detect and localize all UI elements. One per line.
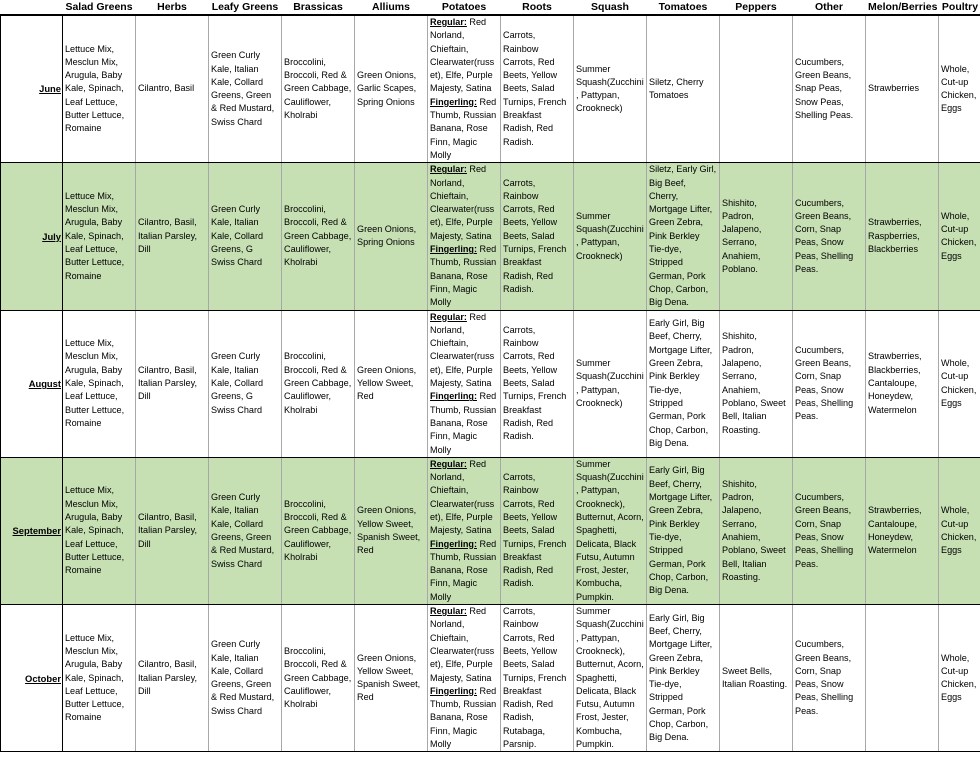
table-cell: Shishito, Padron, Jalapeno, Serrano, Anahiem, Poblano, Sweet Bell, Italian Roasting. — [720, 457, 793, 604]
table-cell: Green Onions, Garlic Scapes, Spring Onions — [355, 15, 428, 163]
table-row — [1, 605, 980, 752]
table-cell: Green Onions, Yellow Sweet, Red — [355, 310, 428, 457]
table-cell: Cucumbers, Green Beans, Corn, Snap Peas, Snow Peas, Shelling Peas. — [793, 605, 866, 752]
potato-fingerling-label: Fingerling: — [430, 538, 477, 549]
table-cell: Carrots, Rainbow Carrots, Red Beets, Yellow Beets, Salad Turnips, French Breakfast Radish, Red Radish. — [501, 163, 574, 310]
table-body — [1, 15, 980, 752]
month-label: June — [1, 15, 63, 163]
table-row — [1, 310, 980, 457]
potatoes-cell — [428, 310, 501, 457]
potato-fingerling-values: Red Thumb, Russian Banana, Rose Finn, Magic Molly — [430, 685, 497, 750]
table-cell: Early Girl, Big Beef, Cherry, Mortgage Lifter, Green Zebra, Pink Berkley Tie-dye, Stripped German, Pork Chop, Carbon, Big Dena. — [647, 605, 720, 752]
table-cell: Siletz, Cherry Tomatoes — [647, 15, 720, 163]
table-cell: Green Curly Kale, Italian Kale, Collard Greens, Green & Red Mustard, Swiss Chard — [209, 15, 282, 163]
table-cell: Summer Squash(Zucchini, Pattypan, Crookneck) — [574, 15, 647, 163]
table-cell — [866, 605, 939, 752]
table-cell: Green Onions, Yellow Sweet, Spanish Sweet, Red — [355, 457, 428, 604]
month-label: September — [1, 457, 63, 604]
potato-regular-label: Regular: — [430, 17, 467, 27]
potato-regular-label: Regular: — [430, 311, 467, 322]
header-month — [1, 0, 63, 15]
potato-fingerling-label: Fingerling: — [430, 391, 477, 402]
table-cell: Green Onions, Spring Onions — [355, 163, 428, 310]
potato-fingerling-label: Fingerling: — [430, 244, 477, 255]
potato-fingerling-label: Fingerling: — [430, 96, 477, 107]
table-cell: Lettuce Mix, Mesclun Mix, Arugula, Baby Kale, Spinach, Leaf Lettuce, Butter Lettuce, Romaine — [63, 310, 136, 457]
table-row — [1, 15, 980, 163]
potato-fingerling-label: Fingerling: — [430, 685, 477, 696]
table-cell: Summer Squash(Zucchini, Pattypan, Crookneck) — [574, 310, 647, 457]
header-row — [1, 0, 980, 15]
table-cell: Sweet Bells, Italian Roasting. — [720, 605, 793, 752]
table-cell: Strawberries, Blackberries, Cantaloupe, Honeydew, Watermelon — [866, 310, 939, 457]
table-cell: Cilantro, Basil, Italian Parsley, Dill — [136, 457, 209, 604]
table-cell: Strawberries, Raspberries, Blackberries — [866, 163, 939, 310]
table-cell: Broccolini, Broccoli, Red & Green Cabbage, Cauliflower, Kholrabi — [282, 310, 355, 457]
table-cell — [720, 15, 793, 163]
potato-fingerling-values: Red Thumb, Russian Banana, Rose Finn, Magic Molly — [430, 538, 497, 602]
column-header: Peppers — [720, 0, 793, 15]
column-header: Salad Greens — [63, 0, 136, 15]
table-cell: Strawberries — [866, 15, 939, 163]
table-cell: Whole, Cut-up Chicken, Eggs — [939, 457, 980, 604]
table-cell: Green Onions, Yellow Sweet, Spanish Sweet, Red — [355, 605, 428, 752]
table-cell: Broccolini, Broccoli, Red & Green Cabbage, Cauliflower, Kholrabi — [282, 457, 355, 604]
potato-regular-label: Regular: — [430, 606, 467, 617]
table-cell: Shishito, Padron, Jalapeno, Serrano, Anahiem, Poblano, Sweet Bell, Italian Roasting. — [720, 310, 793, 457]
column-header: Potatoes — [428, 0, 501, 15]
table-cell: Whole, Cut-up Chicken, Eggs — [939, 163, 980, 310]
table-cell: Carrots, Rainbow Carrots, Red Beets, Yellow Beets, Salad Turnips, French Breakfast Radish, Red Radish. — [501, 15, 574, 163]
column-header: Poultry — [939, 0, 980, 15]
potato-fingerling-values: Red Thumb, Russian Banana, Rose Finn, Magic Molly — [430, 96, 497, 160]
table-cell: Cilantro, Basil, Italian Parsley, Dill — [136, 310, 209, 457]
potato-regular-values: Red Norland, Chieftain, Clearwater(russet), Elfe, Purple Majesty, Satina — [430, 164, 495, 241]
table-cell: Cucumbers, Green Beans, Corn, Snap Peas, Snow Peas, Shelling Peas. — [793, 457, 866, 604]
table-cell: Cucumbers, Green Beans, Corn, Snap Peas, Snow Peas, Shelling Peas. — [793, 310, 866, 457]
potato-regular-label: Regular: — [430, 164, 467, 175]
potato-regular-values: Red Norland, Chieftain, Clearwater(russet), Elfe, Purple Majesty, Satina — [430, 458, 495, 536]
potato-regular-values: Red Norland, Chieftain, Clearwater(russet), Elfe, Purple Majesty, Satina — [430, 311, 495, 389]
column-header: Melon/Berries — [866, 0, 939, 15]
table-cell: Summer Squash(Zucchini, Pattypan, Crookneck) — [574, 163, 647, 310]
potatoes-cell — [428, 605, 501, 752]
potatoes-cell — [428, 457, 501, 604]
table-cell: Cilantro, Basil — [136, 15, 209, 163]
column-header: Roots — [501, 0, 574, 15]
table-cell: Green Curly Kale, Italian Kale, Collard Greens, G Swiss Chard — [209, 163, 282, 310]
table-cell: Cucumbers, Green Beans, Snap Peas, Snow Peas, Shelling Peas. — [793, 15, 866, 163]
column-header: Squash — [574, 0, 647, 15]
table-cell: Carrots, Rainbow Carrots, Red Beets, Yellow Beets, Salad Turnips, French Breakfast Radish, Red Radish, Rutabaga, Parsnip. — [501, 605, 574, 752]
table-cell: Broccolini, Broccoli, Red & Green Cabbage, Cauliflower, Kholrabi — [282, 163, 355, 310]
table-cell: Carrots, Rainbow Carrots, Red Beets, Yellow Beets, Salad Turnips, French Breakfast Radish, Red Radish. — [501, 310, 574, 457]
table-cell: Broccolini, Broccoli, Red & Green Cabbage, Cauliflower, Kholrabi — [282, 605, 355, 752]
table-cell: Lettuce Mix, Mesclun Mix, Arugula, Baby Kale, Spinach, Leaf Lettuce, Butter Lettuce, Romaine — [63, 457, 136, 604]
table-cell: Cilantro, Basil, Italian Parsley, Dill — [136, 163, 209, 310]
table-cell: Green Curly Kale, Italian Kale, Collard Greens, G Swiss Chard — [209, 310, 282, 457]
table-cell: Cucumbers, Green Beans, Corn, Snap Peas, Snow Peas, Shelling Peas. — [793, 163, 866, 310]
potato-fingerling-values: Red Thumb, Russian Banana, Rose Finn, Magic Molly — [430, 391, 497, 455]
potato-regular-values: Red Norland, Chieftain, Clearwater(russet), Elfe, Purple Majesty, Satina — [430, 17, 495, 94]
table-cell: Green Curly Kale, Italian Kale, Collard Greens, Green & Red Mustard, Swiss Chard — [209, 605, 282, 752]
table-cell: Lettuce Mix, Mesclun Mix, Arugula, Baby Kale, Spinach, Leaf Lettuce, Butter Lettuce, Romaine — [63, 15, 136, 163]
table-cell: Whole, Cut-up Chicken, Eggs — [939, 310, 980, 457]
table-cell: Siletz, Early Girl, Big Beef, Cherry, Mortgage Lifter, Green Zebra, Pink Berkley Tie-dye, Stripped German, Pork Chop, Carbon, Big Dena. — [647, 163, 720, 310]
table-cell: Early Girl, Big Beef, Cherry, Mortgage Lifter, Green Zebra, Pink Berkley Tie-dye, Stripped German, Pork Chop, Carbon, Big Dena. — [647, 457, 720, 604]
table-row — [1, 457, 980, 604]
column-header: Other — [793, 0, 866, 15]
potato-regular-label: Regular: — [430, 458, 467, 469]
month-label: October — [1, 605, 63, 752]
column-header: Tomatoes — [647, 0, 720, 15]
table-cell: Green Curly Kale, Italian Kale, Collard Greens, Green & Red Mustard, Swiss Chard — [209, 457, 282, 604]
table-cell: Whole, Cut-up Chicken, Eggs — [939, 605, 980, 752]
table-cell: Shishito, Padron, Jalapeno, Serrano, Anahiem, Poblano. — [720, 163, 793, 310]
column-header: Alliums — [355, 0, 428, 15]
table-cell: Broccolini, Broccoli, Red & Green Cabbage, Cauliflower, Kholrabi — [282, 15, 355, 163]
table-cell: Strawberries, Cantaloupe, Honeydew, Watermelon — [866, 457, 939, 604]
column-header: Herbs — [136, 0, 209, 15]
table-cell: Carrots, Rainbow Carrots, Red Beets, Yellow Beets, Salad Turnips, French Breakfast Radish, Red Radish. — [501, 457, 574, 604]
table-cell: Summer Squash(Zucchini, Pattypan, Crookneck), Butternut, Acorn, Spaghetti, Delicata, Black Futsu, Autumn Frost, Jester, Kombucha, Pumpkin. — [574, 605, 647, 752]
month-label: July — [1, 163, 63, 310]
table-cell: Lettuce Mix, Mesclun Mix, Arugula, Baby Kale, Spinach, Leaf Lettuce, Butter Lettuce, Romaine — [63, 163, 136, 310]
table-cell: Lettuce Mix, Mesclun Mix, Arugula, Baby Kale, Spinach, Leaf Lettuce, Butter Lettuce, Romaine — [63, 605, 136, 752]
potato-regular-values: Red Norland, Chieftain, Clearwater(russet), Elfe, Purple Majesty, Satina — [430, 606, 495, 683]
column-header: Leafy Greens — [209, 0, 282, 15]
table-cell: Whole, Cut-up Chicken, Eggs — [939, 15, 980, 163]
month-label: August — [1, 310, 63, 457]
potato-fingerling-values: Red Thumb, Russian Banana, Rose Finn, Magic Molly — [430, 244, 497, 308]
potatoes-cell — [428, 15, 501, 163]
column-header: Brassicas — [282, 0, 355, 15]
table-cell: Cilantro, Basil, Italian Parsley, Dill — [136, 605, 209, 752]
table-cell: Early Girl, Big Beef, Cherry, Mortgage Lifter, Green Zebra, Pink Berkley Tie-dye, Stripped German, Pork Chop, Carbon, Big Dena. — [647, 310, 720, 457]
potatoes-cell — [428, 163, 501, 310]
table-row — [1, 163, 980, 310]
table-cell: Summer Squash(Zucchini, Pattypan, Crookneck), Butternut, Acorn, Spaghetti, Delicata, Black Futsu, Autumn Frost, Jester, Kombucha, Pumpkin. — [574, 457, 647, 604]
